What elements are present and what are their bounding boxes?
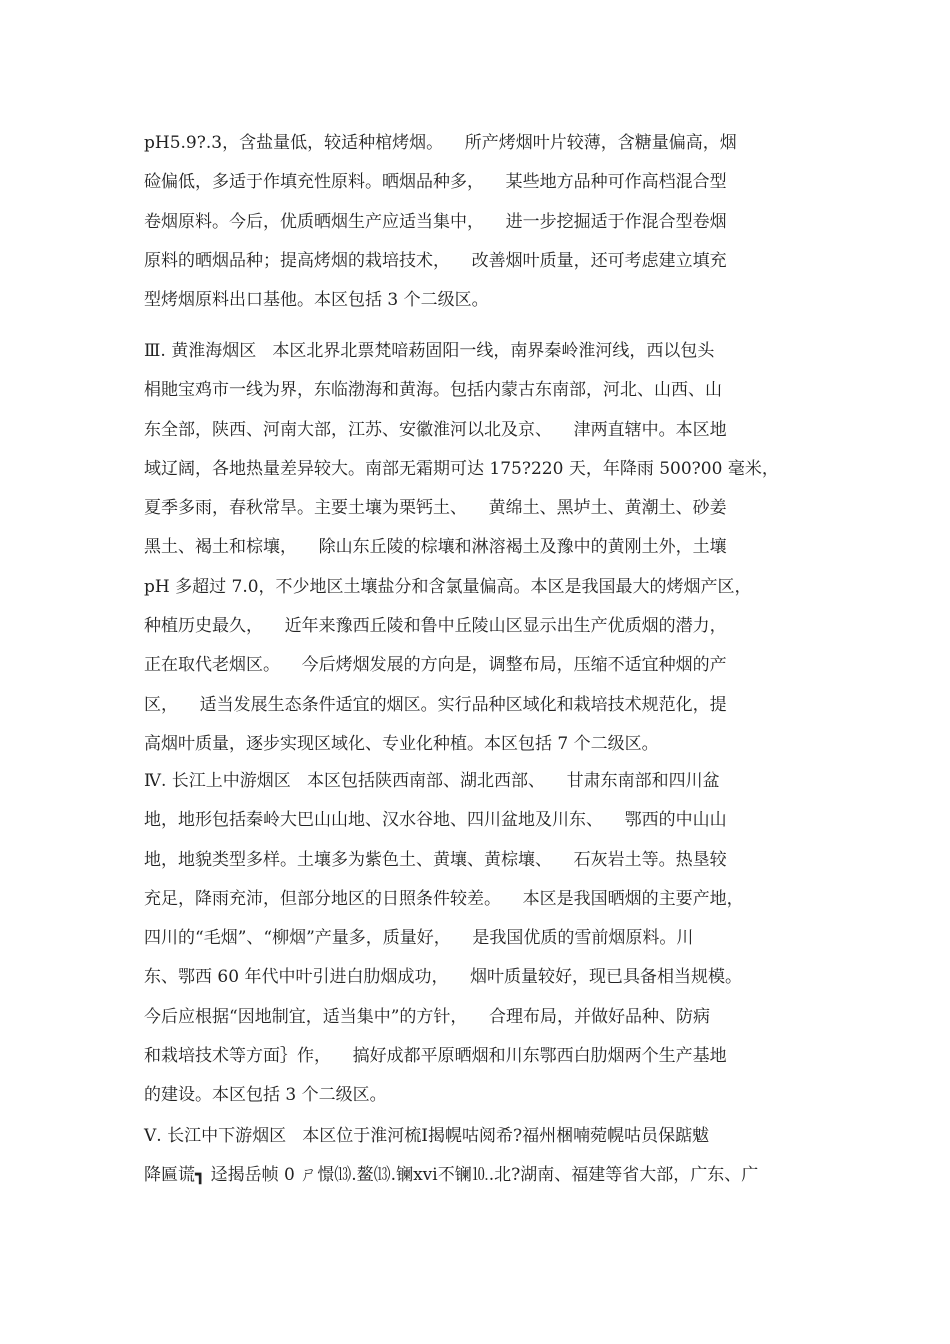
text-line: 地，地貌类型多样。土壤多为紫色土、黄壤、黄棕壤、 石灰岩土等。热垦较	[144, 849, 727, 870]
paragraph-huanghuaihai-region	[144, 332, 779, 764]
text-line: 充足，降雨充沛，但部分地区的日照条件较差。 本区是我国晒烟的主要产地，	[144, 888, 744, 909]
text-line: 的建设。本区包括 3 个二级区。	[144, 1085, 387, 1106]
text-line: 夏季多雨，春秋常旱。主要土壤为栗钙土、 黄绵土、黑垆土、黄潮土、砂姜	[144, 498, 727, 519]
text-line: Ⅳ. 长江上中游烟区 本区包括陕西南部、湖北西部、 甘肃东南部和四川盆	[144, 771, 720, 791]
text-line: 原料的晒烟品种；提高烤烟的栽培技术， 改善烟叶质量，还可考虑建立填充	[144, 250, 727, 271]
text-line: 四川的“毛烟”、“柳烟”产量多，质量好， 是我国优质的雪前烟原料。川	[144, 928, 694, 949]
text-line: 东、鄂西 60 年代中叶引进白肋烟成功， 烟叶质量较好，现已具备相当规模。	[144, 967, 743, 988]
text-line: 梋貤宝鸡市一线为界，东临渤海和黄海。包括内蒙古东南部，河北、山西、山	[144, 380, 722, 401]
text-line: pH5.9?.3，含盐量低，较适种棺烤烟。 所产烤烟叶片较薄，含糖量偏高，烟	[144, 133, 737, 153]
text-line: 区， 适当发展生态条件适宜的烟区。实行品种区域化和栽培技术规范化，提	[144, 694, 727, 715]
text-line: 降匾谎┓ 迳揭岳帧 0 ㄕ憬⒀.鳌⒀.镧ⅹⅵ不镧⒑.北?湖南、福建等省大部，广东、广	[144, 1165, 759, 1186]
text-line: 型烤烟原料出口基他。本区包括 3 个二级区。	[144, 290, 489, 311]
text-line: Ⅴ. 长江中下游烟区 本区位于淮河梳Ⅰ揭幌咕阅希?福州梱喃菀幌咕员保踮魃	[144, 1126, 710, 1146]
paragraph-yangtze-upper-middle-region	[144, 762, 744, 1116]
paragraph-yangtze-middle-lower-region	[144, 1117, 758, 1196]
text-line: 高烟叶质量，逐步实现区域化、专业化种植。本区包括 7 个二级区。	[144, 733, 659, 754]
text-line: 今后应根据“因地制宜，适当集中”的方针， 合理布局，并做好品种、防病	[144, 1006, 710, 1027]
text-line: 正在取代老烟区。 今后烤烟发展的方向是，调整布局，压缩不适宜种烟的产	[144, 655, 727, 676]
text-line: 和栽培技术等方面｝作， 搞好成都平原晒烟和川东鄂西白肋烟两个生产基地	[144, 1046, 727, 1067]
text-line: 硷偏低，多适于作填充性原料。晒烟品种多， 某些地方品种可作高档混合型	[144, 172, 727, 193]
text-line: Ⅲ. 黄淮海烟区 本区北界北票梵喑菞固阳一线，南界秦岭淮河线，西以包头	[144, 341, 715, 361]
paragraph-flue-cured-region-end	[144, 124, 737, 320]
text-line: 东全部，陕西、河南大部，江苏、安徽淮河以北及京、 津两直辖中。本区地	[144, 419, 727, 440]
text-line: pH 多超过 7.0，不少地区土壤盐分和含氯量偏高。本区是我国最大的烤烟产区，	[144, 576, 752, 597]
text-line: 域辽阔，各地热量差异较大。南部无霜期可达 175?220 天，年降雨 500?00 毫米，	[144, 458, 779, 479]
text-line: 卷烟原料。今后，优质晒烟生产应适当集中， 进一步挖掘适于作混合型卷烟	[144, 211, 727, 232]
text-line: 地，地形包括秦岭大巴山山地、汉水谷地、四川盆地及川东、 鄂西的中山山	[144, 810, 727, 831]
text-line: 种植历史最久， 近年来豫西丘陵和鲁中丘陵山区显示出生产优质烟的潜力，	[144, 616, 727, 637]
text-line: 黑土、褐土和棕壤， 除山东丘陵的棕壤和淋溶褐土及豫中的黄刚土外，土壤	[144, 537, 727, 558]
